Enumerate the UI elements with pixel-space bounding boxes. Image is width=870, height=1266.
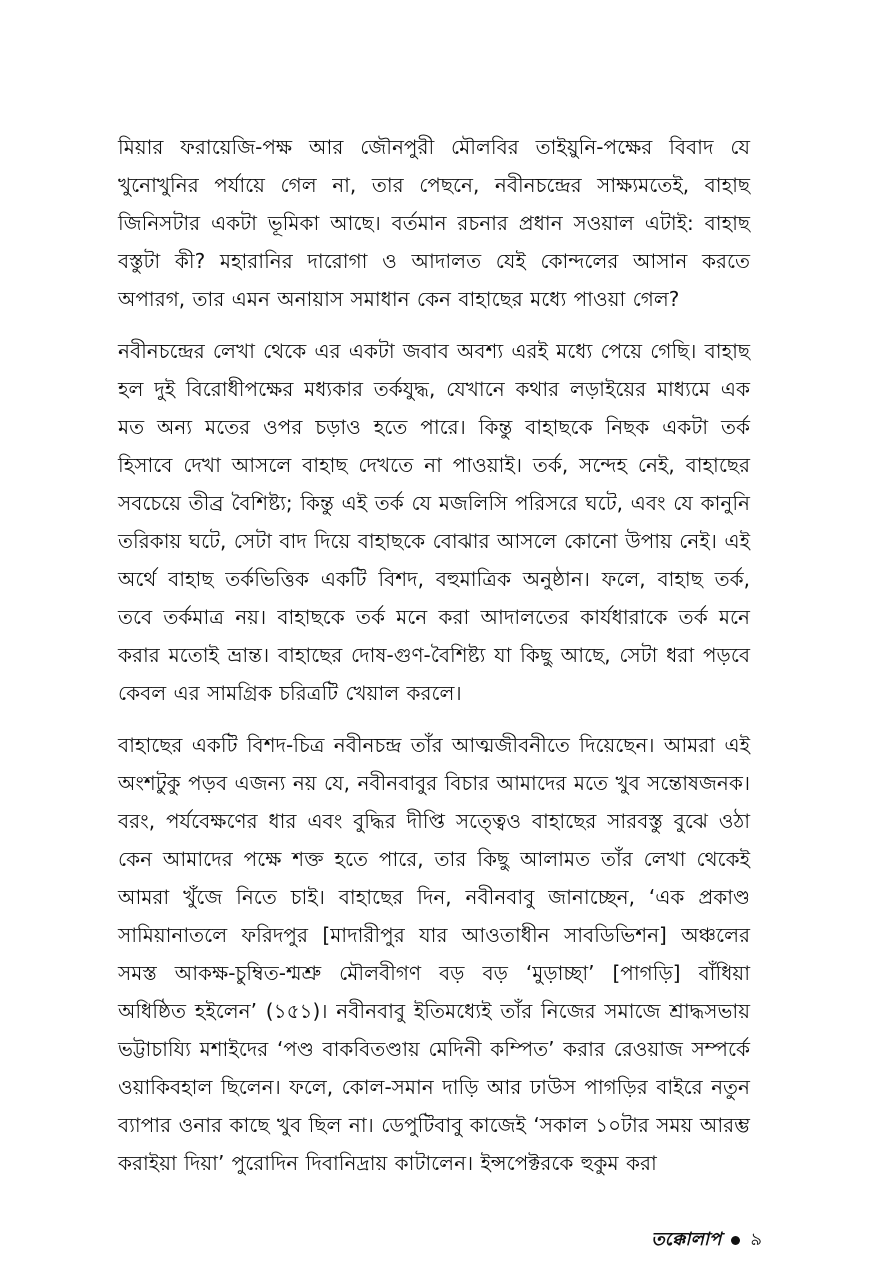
separator-dot-icon — [731, 1236, 740, 1245]
page-number: ৯ — [750, 1229, 762, 1250]
running-title: তক্কোলাপ — [651, 1229, 722, 1250]
page-footer — [651, 1228, 762, 1252]
paragraph-3: বাহাছের একটি বিশদ-চিত্র নবীনচন্দ্র তাঁর আত্মজীবনীতে দিয়েছেন। আমরা এই অংশটুকু পড়ব এজন্য নয় যে, নবীনবাবুর বিচার আমাদের মতে খুব সন্তোষজনক। বরং, পর্যবেক্ষণের ধার এবং বুদ্ধির দীপ্তি সত্ত্বেও বাহাছের সারবস্তু বুঝে ওঠা কেন আমাদের পক্ষে শক্ত হতে পারে, তার কিছু আলামত তাঁর লেখা থেকেই আমরা খুঁজে নিতে চাই। বাহাছের দিন, নবীনবাবু জানাচ্ছেন, ‘এক প্রকাণ্ড সামিয়ানাতলে ফরিদপুর [মাদারীপুর যার আওতাধীন সাবডিভিশন] অঞ্চলের সমস্ত আকক্ষ-চুম্বিত-শ্মশ্রু মৌলবীগণ বড় বড় ‘মুড়াচ্ছা’ [পাগড়ি] বাঁধিয়া অধিষ্ঠিত হইলেন’ (১৫১)। নবীনবাবু ইতিমধ্যেই তাঁর নিজের সমাজে শ্রাদ্ধসভায় ভট্টাচায্যি মশাইদের ‘পণ্ড বাকবিতণ্ডায় মেদিনী কম্পিত’ করার রেওয়াজ সম্পর্কে ওয়াকিবহাল ছিলেন। ফলে, কোল-সমান দাড়ি আর ঢাউস পাগড়ির বাইরে নতুন ব্যাপার ওনার কাছে খুব ছিল না। ডেপুটিবাবু কাজেই ‘সকাল ১০টার সময় আরম্ভ করাইয়া দিয়া’ পুরোদিন দিবানিদ্রায় কাটালেন। ইন্সপেক্টরকে হুকুম করা — [118, 733, 750, 1175]
paragraph-2: নবীনচন্দ্রের লেখা থেকে এর একটা জবাব অবশ্য এরই মধ্যে পেয়ে গেছি। বাহাছ হল দুই বিরোধীপক্ষের মধ্যকার তর্কযুদ্ধ, যেখানে কথার লড়াইয়ের মাধ্যমে এক মত অন্য মতের ওপর চড়াও হতে পারে। কিন্তু বাহাছকে নিছক একটা তর্ক হিসাবে দেখা আসলে বাহাছ দেখতে না পাওয়াই। তর্ক, সন্দেহ নেই, বাহাছের সবচেয়ে তীব্র বৈশিষ্ট্য; কিন্তু এই তর্ক যে মজলিসি পরিসরে ঘটে, এবং যে কানুনি তরিকায় ঘটে, সেটা বাদ দিয়ে বাহাছকে বোঝার আসলে কোনো উপায় নেই। এই অর্থে বাহাছ তর্কভিত্তিক একটি বিশদ, বহুমাত্রিক অনুষ্ঠান। ফলে, বাহাছ তর্ক, তবে তর্কমাত্র নয়। বাহাছকে তর্ক মনে করা আদালতের কার্যধারাকে তর্ক মনে করার মতোই ভ্রান্ত। বাহাছের দোষ-গুণ-বৈশিষ্ট্য যা কিছু আছে, সেটা ধরা পড়বে কেবল এর সামগ্রিক চরিত্রটি খেয়াল করলে। — [118, 339, 750, 705]
paragraph-1: মিয়ার ফরায়েজি-পক্ষ আর জৌনপুরী মৌলবির তাইয়ুনি-পক্ষের বিবাদ যে খুনোখুনির পর্যায়ে গেল না, তার পেছনে, নবীনচন্দ্রের সাক্ষ্যমতেই, বাহাছ জিনিসটার একটা ভূমিকা আছে। বর্তমান রচনার প্রধান সওয়াল এটাই: বাহাছ বস্তুটা কী? মহারানির দারোগা ও আদালত যেই কোন্দলের আসান করতে অপারগ, তার এমন অনায়াস সমাধান কেন বাহাছের মধ্যে পাওয়া গেল? — [118, 135, 750, 311]
page-body — [118, 128, 750, 1196]
